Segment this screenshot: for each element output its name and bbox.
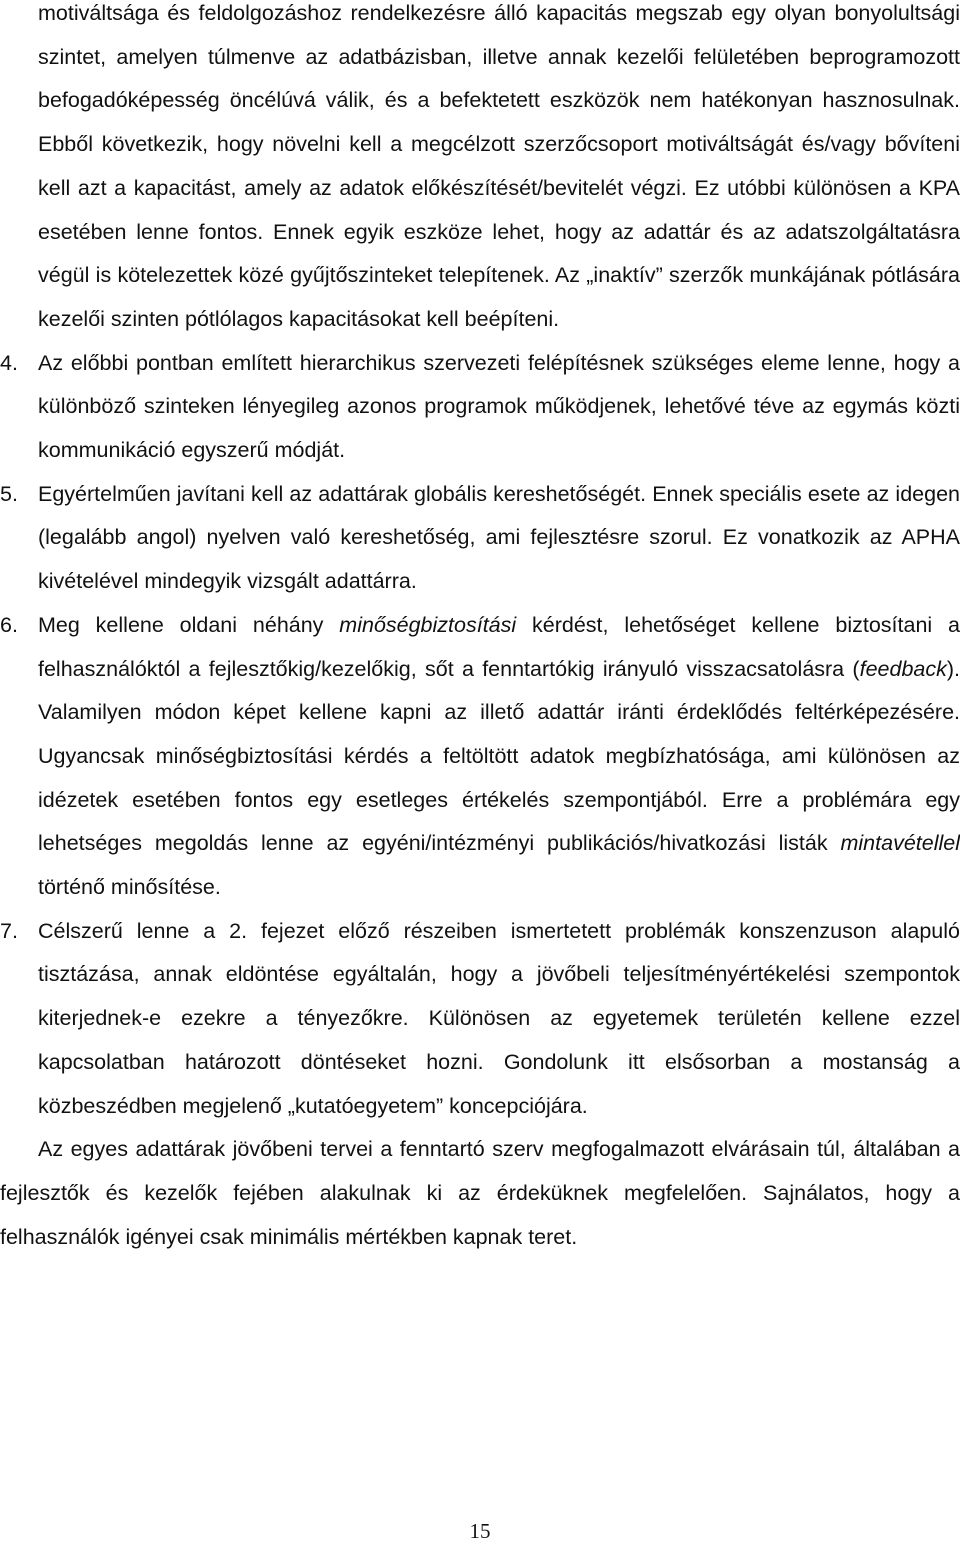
list-item-4	[0, 342, 960, 473]
page-number: 15	[469, 1519, 491, 1543]
paragraph-item3-continuation: motiváltsága és feldolgozáshoz rendelkezésre álló kapacitás megszab egy olyan bonyolultsági szintet, amelyen túlmenve az adatbázisban, illetve annak kezelői felületében beprogramozott befogadóképesség öncélúvá válik, és a befektetett eszközök nem hatékonyan hasznosulnak. Ebből következik, hogy növelni kell a megcélzott szerzőcsoport motiváltságát és/vagy bővíteni kell azt a kapacitást, amely az adatok előkészítését/bevitelét végzi. Ez utóbbi különösen a KPA esetében lenne fontos. Ennek egyik eszköze lehet, hogy az adattár és az adatszolgáltatásra végül is kötelezettek közé gyűjtőszinteket telepítenek. Az „inaktív” szerzők munkájának pótlására kezelői szinten pótlólagos kapacitásokat kell beépíteni.	[38, 1, 960, 331]
list-item-text: Az előbbi pontban említett hierarchikus szervezeti felépítésnek szükséges eleme lenne, hogy a különböző szinteken lényegileg azonos programok működjenek, lehetővé téve az egymás közti kommunikáció egyszerű módját.	[38, 350, 960, 463]
list-number: 5.	[0, 481, 18, 506]
list-number: 6.	[0, 612, 18, 637]
list-number: 4.	[0, 350, 18, 375]
text-run: Meg kellene oldani néhány	[38, 612, 340, 637]
list-item-5	[0, 473, 960, 604]
text-run: kérdést, lehetőséget kellene biztosítani a felhasználóktól a fejlesztőkig/kezelőkig, sőt a fenntartókig irányuló visszacsatolásra (	[38, 612, 960, 681]
list-item-text	[38, 604, 960, 910]
closing-paragraph: Az egyes adattárak jövőbeni tervei a fenntartó szerv megfogalmazott elvárásain túl, általában a fejlesztők és kezelők fejében alakulnak ki az érdeküknek megfelelően. Sajnálatos, hogy a felhasználók igényei csak minimális mértékben kapnak teret.	[0, 1137, 960, 1249]
italic-term: minőségbiztosítási	[339, 612, 517, 637]
list-item-text: Egyértelműen javítani kell az adattárak globális kereshetőségét. Ennek speciális esete az idegen (legalább angol) nyelven való kereshetőség, ami fejlesztésre szorul. Ez vonatkozik az APHA kivételével mindegyik vizsgált adattárra.	[38, 481, 960, 594]
italic-term: mintavétellel	[840, 831, 960, 856]
list-item-7	[0, 910, 960, 1129]
text-run: történő minősítése.	[38, 875, 221, 900]
italic-term: feedback	[859, 656, 947, 681]
list-number: 7.	[0, 918, 18, 943]
list-item-6	[0, 604, 960, 910]
list-item-text: Célszerű lenne a 2. fejezet előző részeiben ismertetett problémák konszenzuson alapuló tisztázása, annak eldöntése egyáltalán, hogy a jövőbeli teljesítményértékelési szempontok kiterjednek-e ezekre a tényezőkre. Különösen az egyetemek területén kellene ezzel kapcsolatban határozott döntéseket hozni. Gondolunk itt elsősorban a mostanság a közbeszédben megjelenő „kutatóegyetem” koncepciójára.	[38, 918, 960, 1118]
text-run: ). Valamilyen módon képet kellene kapni az illető adattár iránti érdeklődés feltérképezésére. Ugyancsak minőségbiztosítási kérdés a feltöltött adatok megbízhatósága, ami különösen az idézetek esetében fontos egy esetleges értékelés szempontjából. Erre a problémára egy lehetséges megoldás lenne az egyéni/intézményi publikációs/hivatkozási listák	[38, 656, 960, 856]
